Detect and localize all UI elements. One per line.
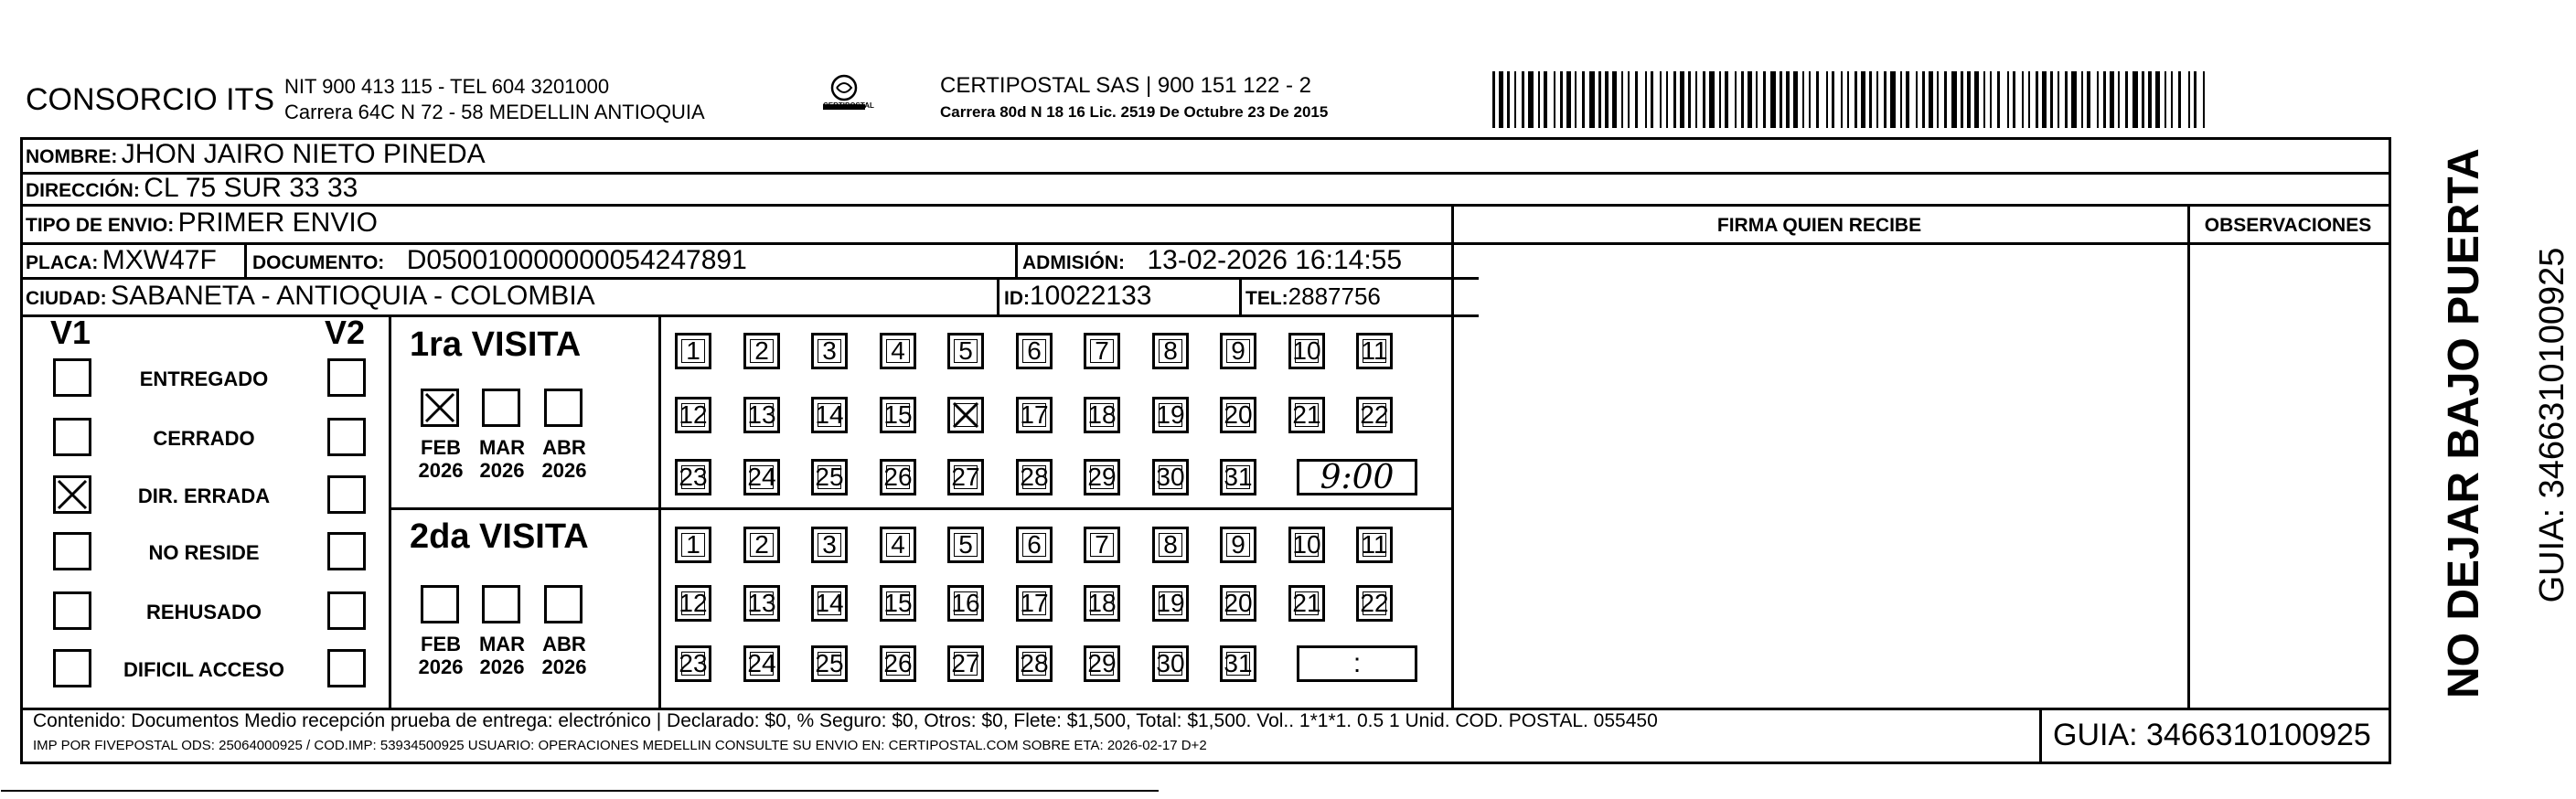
first-day-21[interactable]: 21 <box>1288 397 1325 433</box>
second-day-5[interactable]: 5 <box>947 527 984 563</box>
first-month-checkbox-feb[interactable] <box>421 389 459 427</box>
first-day-8[interactable]: 8 <box>1152 333 1189 369</box>
second-day-4[interactable]: 4 <box>880 527 916 563</box>
second-day-19[interactable]: 19 <box>1152 585 1189 622</box>
first-day-20[interactable]: 20 <box>1220 397 1256 433</box>
first-day-12[interactable]: 12 <box>675 397 711 433</box>
direccion-row: DIRECCIÓN: CL 75 SUR 33 33 <box>26 173 358 203</box>
firma-header: FIRMA QUIEN RECIBE <box>1716 215 1922 236</box>
v2-checkbox-0[interactable] <box>327 358 366 397</box>
ciudad-value: SABANETA - ANTIOQUIA - COLOMBIA <box>111 281 595 311</box>
second-day-23[interactable]: 23 <box>675 645 711 682</box>
second-day-20[interactable]: 20 <box>1220 585 1256 622</box>
first-day-26[interactable]: 26 <box>880 459 916 495</box>
v2-label: V2 <box>325 314 366 351</box>
second-day-26[interactable]: 26 <box>880 645 916 682</box>
status-label: DIFICIL ACCESO <box>123 658 284 681</box>
nombre-row: NOMBRE: JHON JAIRO NIETO PINEDA <box>26 139 486 169</box>
second-month-label: MAR 2026 <box>478 633 526 679</box>
placa-value: MXW47F <box>102 245 217 275</box>
second-day-17[interactable]: 17 <box>1016 585 1053 622</box>
ciudad-row: CIUDAD: SABANETA - ANTIOQUIA - COLOMBIA <box>26 281 595 311</box>
direccion-value: CL 75 SUR 33 33 <box>144 173 358 203</box>
second-day-25[interactable]: 25 <box>811 645 848 682</box>
second-day-31[interactable]: 31 <box>1220 645 1256 682</box>
side-guia-text: GUIA: 3466310100925 <box>2533 247 2571 603</box>
first-month-checkbox-mar[interactable] <box>482 389 520 427</box>
second-day-9[interactable]: 9 <box>1220 527 1256 563</box>
first-day-18[interactable]: 18 <box>1084 397 1120 433</box>
second-day-21[interactable]: 21 <box>1288 585 1325 622</box>
second-day-27[interactable]: 27 <box>947 645 984 682</box>
first-day-5[interactable]: 5 <box>947 333 984 369</box>
tipo-envio-row: TIPO DE ENVIO: PRIMER ENVIO <box>26 208 379 238</box>
first-day-4[interactable]: 4 <box>880 333 916 369</box>
second-day-12[interactable]: 12 <box>675 585 711 622</box>
first-day-19[interactable]: 19 <box>1152 397 1189 433</box>
second-day-3[interactable]: 3 <box>811 527 848 563</box>
nit-line: NIT 900 413 115 - TEL 604 3201000 <box>284 75 610 98</box>
v1-checkbox-5[interactable] <box>53 649 91 687</box>
bottom-rule <box>1 790 1159 792</box>
v1-checkbox-2[interactable] <box>53 475 91 514</box>
second-month-label: ABR 2026 <box>541 633 587 679</box>
barcode <box>1492 71 2215 128</box>
v2-checkbox-4[interactable] <box>327 591 366 630</box>
first-day-11[interactable]: 11 <box>1356 333 1393 369</box>
v2-checkbox-2[interactable] <box>327 475 366 514</box>
first-day-29[interactable]: 29 <box>1084 459 1120 495</box>
second-day-7[interactable]: 7 <box>1084 527 1120 563</box>
second-month-checkbox-mar[interactable] <box>482 585 520 623</box>
second-month-checkbox-feb[interactable] <box>421 585 459 623</box>
second-visit-title: 2da VISITA <box>410 517 589 556</box>
tel-value: 2887756 <box>1288 282 1381 310</box>
side-text <box>2400 137 2571 764</box>
documento-value: D050010000000054247891 <box>406 245 747 275</box>
first-day-24[interactable]: 24 <box>743 459 780 495</box>
second-month-checkbox-abr[interactable] <box>544 585 583 623</box>
logo-text: CERTIPOSTAL <box>823 101 874 110</box>
first-day-28[interactable]: 28 <box>1016 459 1053 495</box>
id-value: 10022133 <box>1030 281 1152 311</box>
second-month-label: FEB 2026 <box>418 633 464 679</box>
v1-checkbox-1[interactable] <box>53 418 91 456</box>
first-day-30[interactable]: 30 <box>1152 459 1189 495</box>
documento-row: DOCUMENTO: D050010000000054247891 <box>252 245 747 275</box>
footer-guia: GUIA: 3466310100925 <box>2053 718 2371 752</box>
first-day-13[interactable]: 13 <box>743 397 780 433</box>
status-label: DIR. ERRADA <box>137 485 271 507</box>
first-day-1[interactable]: 1 <box>675 333 711 369</box>
nombre-value: JHON JAIRO NIETO PINEDA <box>121 139 486 169</box>
first-visit-title: 1ra VISITA <box>410 325 582 364</box>
contenido-line: Contenido: Documentos Medio recepción prueba de entrega: electrónico | Declarado: $0, % Seguro: $0, Otros: $0, Flete: $1,500, Total: $1,500. Vol.. 1*1*1. 0.5 1 Unid. COD. POSTAL. 055450 <box>33 710 1658 731</box>
first-day-14[interactable]: 14 <box>811 397 848 433</box>
certipostal-logo-icon <box>812 73 876 119</box>
first-month-label: FEB 2026 <box>418 436 464 483</box>
v1-label: V1 <box>50 314 91 351</box>
second-day-24[interactable]: 24 <box>743 645 780 682</box>
second-day-28[interactable]: 28 <box>1016 645 1053 682</box>
tel-row: TEL:2887756 <box>1245 282 1381 310</box>
status-label: NO RESIDE <box>148 541 260 564</box>
second-day-15[interactable]: 15 <box>880 585 916 622</box>
first-day-10[interactable]: 10 <box>1288 333 1325 369</box>
first-day-7[interactable]: 7 <box>1084 333 1120 369</box>
second-day-30[interactable]: 30 <box>1152 645 1189 682</box>
admision-value: 13-02-2026 16:14:55 <box>1147 245 1403 275</box>
first-day-15[interactable]: 15 <box>880 397 916 433</box>
v1-checkbox-4[interactable] <box>53 591 91 630</box>
address-line: Carrera 64C N 72 - 58 MEDELLIN ANTIOQUIA <box>284 101 705 123</box>
v2-checkbox-3[interactable] <box>327 532 366 570</box>
company-name: CONSORCIO ITS <box>26 82 275 117</box>
first-day-31[interactable]: 31 <box>1220 459 1256 495</box>
observaciones-header: OBSERVACIONES <box>2204 215 2372 236</box>
second-day-22[interactable]: 22 <box>1356 585 1393 622</box>
first-month-label: ABR 2026 <box>541 436 587 483</box>
v2-checkbox-1[interactable] <box>327 418 366 456</box>
first-month-label: MAR 2026 <box>478 436 526 483</box>
second-time-box[interactable]: : <box>1297 645 1417 682</box>
second-day-10[interactable]: 10 <box>1288 527 1325 563</box>
v1-checkbox-0[interactable] <box>53 358 91 397</box>
id-row: ID:10022133 <box>1004 281 1152 311</box>
second-day-11[interactable]: 11 <box>1356 527 1393 563</box>
second-day-16[interactable]: 16 <box>947 585 984 622</box>
first-day-17[interactable]: 17 <box>1016 397 1053 433</box>
second-day-8[interactable]: 8 <box>1152 527 1189 563</box>
imp-line: IMP POR FIVEPOSTAL ODS: 25064000925 / COD.IMP: 53934500925 USUARIO: OPERACIONES MEDELLIN CONSULTE SU ENVIO EN: CERTIPOSTAL.COM SOBRE ETA: 2026-02-17 D+2 <box>33 738 1207 753</box>
v2-checkbox-5[interactable] <box>327 649 366 687</box>
first-day-2[interactable]: 2 <box>743 333 780 369</box>
second-day-18[interactable]: 18 <box>1084 585 1120 622</box>
tipo-envio-value: PRIMER ENVIO <box>177 208 379 238</box>
status-label: ENTREGADO <box>139 368 269 390</box>
first-day-23[interactable]: 23 <box>675 459 711 495</box>
no-dejar-text: NO DEJAR BAJO PUERTA <box>2440 148 2488 698</box>
admision-row: ADMISIÓN: 13-02-2026 16:14:55 <box>1022 245 1403 275</box>
second-day-13[interactable]: 13 <box>743 585 780 622</box>
certipostal-line: CERTIPOSTAL SAS | 900 151 122 - 2 <box>940 73 1311 98</box>
second-day-6[interactable]: 6 <box>1016 527 1053 563</box>
v1-checkbox-3[interactable] <box>53 532 91 570</box>
status-label: REHUSADO <box>146 601 262 623</box>
status-label: CERRADO <box>153 427 255 450</box>
first-day-3[interactable]: 3 <box>811 333 848 369</box>
first-day-22[interactable]: 22 <box>1356 397 1393 433</box>
first-day-16[interactable] <box>947 397 984 433</box>
second-day-14[interactable]: 14 <box>811 585 848 622</box>
placa-row: PLACA: MXW47F <box>26 245 217 275</box>
second-day-2[interactable]: 2 <box>743 527 780 563</box>
first-day-9[interactable]: 9 <box>1220 333 1256 369</box>
first-day-25[interactable]: 25 <box>811 459 848 495</box>
second-day-1[interactable]: 1 <box>675 527 711 563</box>
first-time-box[interactable]: 9:00 <box>1297 459 1417 495</box>
first-day-27[interactable]: 27 <box>947 459 984 495</box>
second-day-29[interactable]: 29 <box>1084 645 1120 682</box>
first-day-6[interactable]: 6 <box>1016 333 1053 369</box>
license-line: Carrera 80d N 18 16 Lic. 2519 De Octubre 23 De 2015 <box>940 103 1329 121</box>
first-month-checkbox-abr[interactable] <box>544 389 583 427</box>
